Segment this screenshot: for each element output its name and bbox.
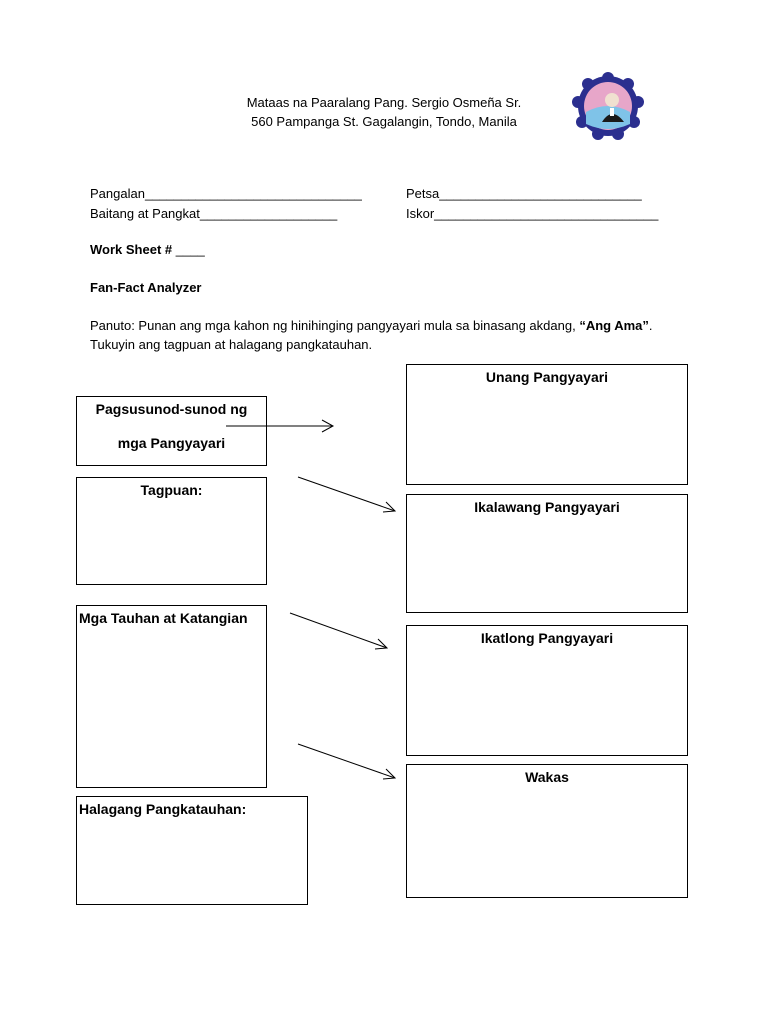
first-event-label: Unang Pangyayari	[485, 369, 609, 385]
worksheet-title: Fan-Fact Analyzer	[90, 280, 202, 295]
instructions-prefix: Panuto: Punan ang mga kahon ng hinihinging pangyayari mula sa binasang akdang,	[90, 318, 580, 333]
ending-label: Wakas	[525, 769, 569, 785]
name-field[interactable]: Pangalan______________________________	[90, 186, 362, 201]
setting-label: Tagpuan:	[140, 482, 203, 498]
story-title: “Ang Ama”	[579, 318, 649, 333]
arrow-to-first-event	[226, 420, 333, 432]
worksheet-label: Work Sheet #	[90, 242, 173, 257]
third-event-label: Ikatlong Pangyayari	[480, 630, 614, 646]
sequence-label-line1: Pagsusunod-sunod ng	[95, 401, 248, 417]
arrow-to-third-event	[290, 613, 387, 649]
characters-label: Mga Tauhan at Katangian	[79, 610, 248, 626]
score-field[interactable]: Iskor_______________________________	[406, 206, 659, 221]
instructions-suffix: .	[648, 318, 653, 333]
school-address: 560 Pampanga St. Gagalangin, Tondo, Manila	[251, 114, 517, 129]
school-name: Mataas na Paaralang Pang. Sergio Osmeña Sr.	[246, 95, 522, 110]
second-event-label: Ikalawang Pangyayari	[474, 499, 620, 515]
worksheet-blank[interactable]: ____	[175, 242, 205, 257]
grade-section-field[interactable]: Baitang at Pangkat___________________	[90, 206, 338, 221]
sequence-label-line2: mga Pangyayari	[117, 435, 226, 451]
date-field[interactable]: Petsa____________________________	[406, 186, 642, 201]
arrow-to-second-event	[298, 477, 395, 512]
instructions-line2: Tukuyin ang tagpuan at halagang pangkatauhan.	[90, 337, 373, 352]
values-label: Halagang Pangkatauhan:	[79, 801, 247, 817]
arrow-to-ending	[298, 744, 395, 779]
